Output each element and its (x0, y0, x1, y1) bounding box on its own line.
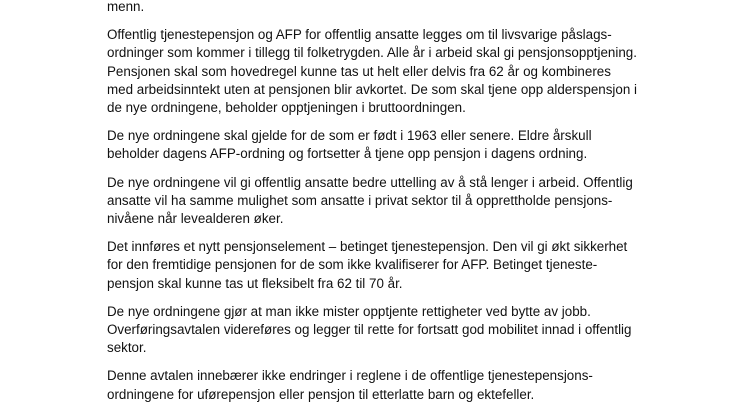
text-line: med arbeidsinntekt uten at pensjonen blir avkortet. De som skal tjene opp alderspensjon i (107, 81, 637, 97)
text-line: De nye ordningene gjør at man ikke mister opptjente rettigheter ved bytte av jobb. (107, 303, 591, 319)
text-line: Denne avtalen innebærer ikke endringer i reglene i de offentlige tjenestepensjons- (107, 368, 593, 384)
text-line: ordningene for uførepensjon eller pensjon til etterlatte barn og ektefeller. (107, 386, 535, 402)
text-line: Pensjonen skal som hovedregel kunne tas ut helt eller delvis fra 62 år og kombineres (107, 63, 611, 79)
paragraph (107, 127, 667, 163)
paragraph (107, 367, 667, 403)
text-line: Det innføres et nytt pensjonselement – betinget tjenestepensjon. Den vil gi økt sikkerhet (107, 239, 628, 255)
text-line: beholder dagens AFP-ordning og fortsetter å tjene opp pensjon i dagens ordning. (107, 146, 588, 162)
paragraph (107, 238, 667, 293)
text-line: sektor. (107, 340, 147, 356)
text-line: menn. (107, 0, 145, 14)
text-line: ordninger som kommer i tillegg til folketrygden. Alle år i arbeid skal gi pensjonsopptjening. (107, 45, 637, 61)
text-line: Overføringsavtalen videreføres og legger til rette for fortsatt god mobilitet innad i offentlig (107, 322, 632, 338)
paragraph (107, 0, 667, 16)
text-line: nivåene når levealderen øker. (107, 211, 284, 227)
text-line: ansatte vil ha samme mulighet som ansatte i privat sektor til å opprettholde pensjons- (107, 192, 613, 208)
text-line: De nye ordningene skal gjelde for de som er født i 1963 eller senere. Eldre årskull (107, 128, 592, 144)
text-line: for den fremtidige pensjonen for de som ikke kvalifiserer for AFP. Betinget tjeneste- (107, 257, 598, 273)
paragraph (107, 303, 667, 358)
text-line: pensjon skal kunne tas ut fleksibelt fra 62 til 70 år. (107, 275, 403, 291)
paragraph (107, 174, 667, 229)
text-line: de nye ordningene, beholder opptjeningen i bruttoordningen. (107, 100, 466, 116)
paragraph (107, 26, 667, 117)
text-line: De nye ordningene vil gi offentlig ansatte bedre uttelling av å stå lenger i arbeid. Offentlig (107, 174, 633, 190)
document-page (107, 0, 667, 414)
text-line: Offentlig tjenestepensjon og AFP for offentlig ansatte legges om til livsvarige påslags- (107, 27, 612, 43)
